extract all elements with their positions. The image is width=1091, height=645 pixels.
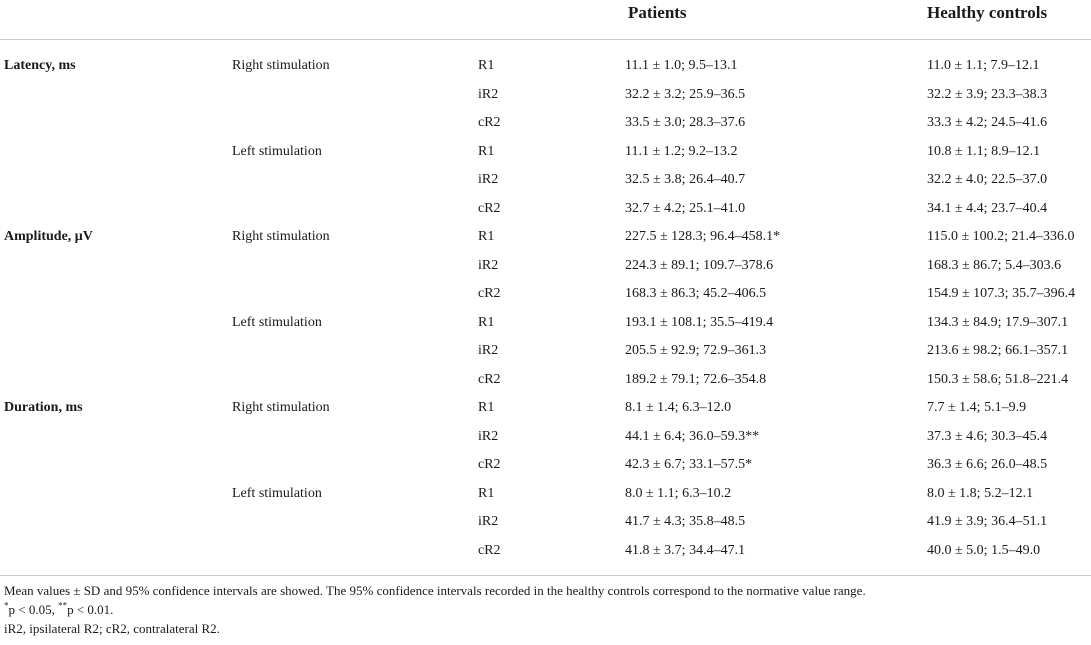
row-patients-value: 224.3 ± 89.1; 109.7–378.6	[625, 257, 774, 273]
row-stimulation: Right stimulation	[232, 400, 330, 415]
table-row	[0, 485, 1091, 513]
row-component: cR2	[478, 371, 501, 387]
row-component: iR2	[478, 514, 499, 529]
row-patients-value: 193.1 ± 108.1; 35.5–419.4	[625, 314, 774, 330]
table-row	[0, 200, 1091, 228]
row-controls-value: 134.3 ± 84.9; 17.9–307.1	[927, 314, 1069, 330]
column-header-healthy-controls: Healthy controls	[927, 3, 1048, 22]
table-row	[0, 314, 1091, 342]
row-component: cR2	[478, 115, 501, 130]
table-header	[0, 0, 1091, 40]
row-stimulation: Left stimulation	[232, 485, 322, 501]
footnote-abbreviations: iR2, ipsilateral R2; cR2, contralateral R2.	[4, 621, 220, 636]
footnote-p001: p < 0.01.	[67, 602, 114, 617]
table-row	[0, 114, 1091, 142]
table-row	[0, 342, 1091, 370]
row-patients-value: 227.5 ± 128.3; 96.4–458.1*	[625, 229, 781, 244]
table-row	[0, 542, 1091, 570]
footnote-mean-values: Mean values ± SD and 95% confidence intervals are showed. The 95% confidence intervals recorded in the healthy controls correspond to the normative value range.	[4, 583, 866, 598]
row-stimulation: Left stimulation	[232, 143, 322, 159]
row-component: iR2	[478, 172, 499, 187]
row-patients-value: 11.1 ± 1.2; 9.2–13.2	[625, 143, 738, 159]
table-row	[0, 57, 1091, 85]
row-patients-value: 33.5 ± 3.0; 28.3–37.6	[625, 115, 746, 130]
row-controls-value: 32.2 ± 4.0; 22.5–37.0	[927, 172, 1048, 187]
row-component: cR2	[478, 542, 501, 558]
footer-divider	[0, 575, 1091, 576]
row-stimulation: Right stimulation	[232, 229, 330, 244]
row-stimulation: Right stimulation	[232, 58, 330, 73]
row-patients-value: 8.1 ± 1.4; 6.3–12.0	[625, 400, 732, 415]
row-stimulation: Left stimulation	[232, 314, 322, 330]
footnote-p005: p < 0.05,	[8, 602, 59, 617]
row-controls-value: 213.6 ± 98.2; 66.1–357.1	[927, 343, 1069, 358]
row-patients-value: 8.0 ± 1.1; 6.3–10.2	[625, 485, 732, 501]
row-component: iR2	[478, 343, 499, 358]
table-row	[0, 371, 1091, 399]
table-row	[0, 399, 1091, 427]
table-row	[0, 228, 1091, 256]
row-group-label: Amplitude, μV	[4, 229, 93, 244]
row-group-label: Latency, ms	[4, 58, 76, 73]
row-component: iR2	[478, 86, 499, 102]
row-controls-value: 7.7 ± 1.4; 5.1–9.9	[927, 400, 1027, 415]
row-component: R1	[478, 400, 495, 415]
row-component: R1	[478, 229, 495, 244]
row-patients-value: 44.1 ± 6.4; 36.0–59.3**	[625, 428, 760, 444]
row-patients-value: 205.5 ± 92.9; 72.9–361.3	[625, 343, 767, 358]
row-component: iR2	[478, 428, 499, 444]
row-patients-value: 32.7 ± 4.2; 25.1–41.0	[625, 200, 746, 216]
row-patients-value: 32.5 ± 3.8; 26.4–40.7	[625, 172, 746, 187]
row-controls-value: 34.1 ± 4.4; 23.7–40.4	[927, 200, 1048, 216]
table-row	[0, 257, 1091, 285]
row-patients-value: 32.2 ± 3.2; 25.9–36.5	[625, 86, 746, 102]
table-row	[0, 513, 1091, 541]
row-controls-value: 11.0 ± 1.1; 7.9–12.1	[927, 58, 1040, 73]
row-patients-value: 168.3 ± 86.3; 45.2–406.5	[625, 286, 767, 301]
row-controls-value: 37.3 ± 4.6; 30.3–45.4	[927, 428, 1048, 444]
row-component: R1	[478, 58, 495, 73]
row-controls-value: 168.3 ± 86.7; 5.4–303.6	[927, 257, 1062, 273]
table-row	[0, 285, 1091, 313]
table-row	[0, 171, 1091, 199]
row-component: R1	[478, 143, 495, 159]
row-patients-value: 42.3 ± 6.7; 33.1–57.5*	[625, 457, 753, 472]
row-patients-value: 189.2 ± 79.1; 72.6–354.8	[625, 371, 767, 387]
row-controls-value: 33.3 ± 4.2; 24.5–41.6	[927, 115, 1048, 130]
row-controls-value: 150.3 ± 58.6; 51.8–221.4	[927, 371, 1069, 387]
row-controls-value: 32.2 ± 3.9; 23.3–38.3	[927, 86, 1048, 102]
row-patients-value: 41.7 ± 4.3; 35.8–48.5	[625, 514, 746, 529]
row-controls-value: 115.0 ± 100.2; 21.4–336.0	[927, 229, 1075, 244]
row-controls-value: 8.0 ± 1.8; 5.2–12.1	[927, 485, 1034, 501]
table-row	[0, 428, 1091, 456]
row-controls-value: 36.3 ± 6.6; 26.0–48.5	[927, 457, 1048, 472]
table-row	[0, 456, 1091, 484]
row-component: cR2	[478, 457, 501, 472]
row-patients-value: 41.8 ± 3.7; 34.4–47.1	[625, 542, 746, 558]
footnote-mark-single: *	[4, 600, 9, 611]
table-row	[0, 143, 1091, 171]
row-component: R1	[478, 485, 495, 501]
row-component: iR2	[478, 257, 499, 273]
row-patients-value: 11.1 ± 1.0; 9.5–13.1	[625, 58, 738, 73]
row-component: cR2	[478, 200, 501, 216]
row-controls-value: 41.9 ± 3.9; 36.4–51.1	[927, 514, 1048, 529]
footnote-mark-double: **	[58, 600, 68, 611]
footnote-significance	[4, 600, 1084, 619]
table-footnotes	[4, 581, 1084, 638]
column-header-patients: Patients	[628, 3, 687, 22]
table-row	[0, 86, 1091, 114]
row-controls-value: 10.8 ± 1.1; 8.9–12.1	[927, 143, 1041, 159]
row-controls-value: 40.0 ± 5.0; 1.5–49.0	[927, 542, 1041, 558]
row-component: cR2	[478, 286, 501, 301]
row-controls-value: 154.9 ± 107.3; 35.7–396.4	[927, 286, 1076, 301]
row-component: R1	[478, 314, 495, 330]
header-divider	[0, 39, 1091, 40]
row-group-label: Duration, ms	[4, 400, 83, 415]
